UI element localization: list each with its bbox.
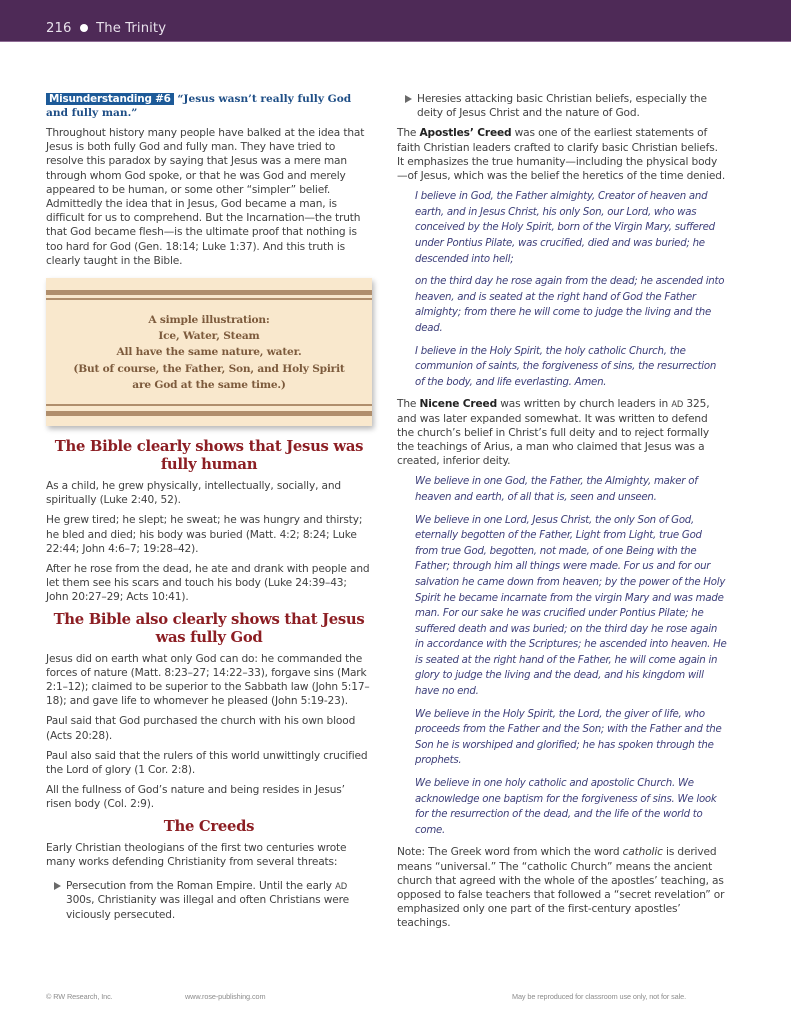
- nicene-intro: [397, 397, 727, 468]
- god-paragraph: Paul also said that the rulers of this world unwittingly crucified the Lord of glory (1 Cor. 2:8).: [46, 749, 368, 777]
- text: 325, and was later expanded somewhat. It was written to defend the church’s belief in Christ’s full deity and to reject formally the teachings of Arius, a man who claimed that Jesus was a created, inferior deity.: [397, 398, 710, 468]
- heading-fully-human: The Bible clearly shows that Jesus was fully human: [54, 438, 364, 474]
- text: The: [397, 127, 417, 140]
- human-paragraph: He grew tired; he slept; he sweat; he was hungry and thirsty; he bled and died; his body was buried (Matt. 4:2; 8:24; Luke 22:44; John 4:6–7; 19:28–42).: [46, 514, 363, 555]
- god-paragraph: Jesus did on earth what only God can do: he commanded the forces of nature (Matt. 8:23–27; 14:22–33), forgave sins (Mark 2:1–12); claimed to be superior to the Sabbath law (John 5:17–18); and gave life to whomever he pleased (John 5:19-23).: [46, 652, 370, 708]
- creeds-intro: Early Christian theologians of the first two centuries wrote many works defending Christianity from several threats:: [46, 841, 347, 868]
- apostles-creed-name: Apostles’ Creed: [419, 127, 512, 140]
- callout-band: [46, 298, 372, 300]
- bullet-text: Heresies attacking basic Christian beliefs, especially the deity of Jesus Christ and the nature of God.: [417, 93, 707, 120]
- era-label: AD: [335, 881, 348, 892]
- heading-fully-god: The Bible also clearly shows that Jesus was fully God: [53, 610, 365, 646]
- right-column: [397, 92, 727, 937]
- text: was written by church leaders in: [500, 398, 669, 411]
- header-bar: [0, 0, 791, 42]
- nicene-creed-text: We believe in one God, the Father, the Almighty, maker of heaven and earth, of all that is, seen and unseen.: [415, 476, 698, 503]
- misunderstanding-heading: [46, 92, 372, 120]
- illustration-callout: [46, 278, 372, 426]
- callout-line: (But of course, the Father, Son, and Holy Spirit: [73, 362, 345, 375]
- catholic-note: [397, 845, 727, 930]
- callout-line: are God at the same time.): [132, 378, 286, 391]
- human-paragraph: As a child, he grew physically, intellectually, socially, and spiritually (Luke 2:40, 52).: [46, 480, 341, 507]
- apostles-creed-text: I believe in the Holy Spirit, the holy catholic Church, the communion of saints, the forgiveness of sins, the resurrection of the body, and life everlasting. Amen.: [415, 345, 717, 388]
- human-paragraph: After he rose from the dead, he ate and drank with people and let them see his scars and touch his body (Luke 24:39–43; John 20:27–29; Acts 10:41).: [46, 563, 370, 604]
- bullet-dot-icon: [80, 24, 88, 32]
- footer-website[interactable]: www.rose-publishing.com: [185, 992, 266, 1001]
- section-title: The Trinity: [96, 21, 167, 36]
- callout-line: A simple illustration:: [148, 314, 270, 327]
- intro-paragraph: Throughout history many people have balked at the idea that Jesus is both fully God and fully man. They have tried to resolve this paradox by saying that Jesus was a mere man through whom God spoke, or that he was God and merely appeared to be human, or some other “simpler” belief. Admittedly the idea that in Jesus, God became a man, is difficult for us to comprehend. But the Incarnation—the truth that God became flesh—is the ultimate proof that nothing is too hard for God (Gen. 18:14; Luke 1:37). And this truth is clearly taught in the Bible.: [46, 127, 365, 267]
- triangle-bullet-icon: [54, 882, 61, 890]
- bullet-text: Persecution from the Roman Empire. Until the early: [66, 880, 332, 893]
- apostles-creed-text: I believe in God, the Father almighty, Creator of heaven and earth, and in Jesus Christ, his only Son, our Lord, who was conceived by the Holy Spirit, born of the Virgin Mary, suffered under Pontius Pilate, was crucified, died and was buried; he descended into hell;: [415, 191, 715, 265]
- callout-band: [46, 411, 372, 416]
- era-label: AD: [671, 399, 684, 410]
- footer-notice: May be reproduced for classroom use only, not for sale.: [512, 992, 687, 1001]
- nicene-creed-text: We believe in one holy catholic and apostolic Church. We acknowledge one baptism for the forgiveness of sins. We look for the resurrection of the dead, and the life of the world to come.: [415, 778, 717, 836]
- callout-line: Ice, Water, Steam: [158, 330, 260, 343]
- page-number: 216: [46, 21, 72, 36]
- running-header: [46, 21, 166, 36]
- text: is derived means “universal.” The “catholic Church” means the ancient church that agreed with the whole of the apostles’ teaching, as opposed to false teachers that followed a “secret revelation” or emphasized only one part of the first-century apostles’ teachings.: [397, 846, 725, 930]
- callout-text: [46, 312, 372, 393]
- misunderstanding-tag: Misunderstanding #6: [46, 93, 174, 105]
- nicene-creed-name: Nicene Creed: [419, 398, 498, 411]
- text: The: [397, 398, 417, 411]
- nicene-creed-text: We believe in one Lord, Jesus Christ, the only Son of God, eternally begotten of the Father, Light from Light, true God from true God, begotten, not made, of one Being with the Father; through him all things were made. For us and for our salvation he came down from heaven; by the power of the Holy Spirit he became incarnate from the virgin Mary and was made man. For our sake he was crucified under Pontius Pilate; he suffered death and was buried; on the third day he rose again in accordance with the Scriptures; he ascended into heaven. He is seated at the right hand of the Father, he will come again in glory to judge the living and the dead, and his kingdom will have no end.: [415, 514, 727, 698]
- nicene-creed-text: We believe in the Holy Spirit, the Lord, the giver of life, who proceeds from the Father and the Son; with the Father and the Son he is worshiped and glorified; he has spoken through the prophets.: [415, 708, 722, 767]
- god-paragraph: All the fullness of God’s nature and being resides in Jesus’ risen body (Col. 2:9).: [46, 784, 345, 811]
- misunderstanding-quote: “Jesus wasn’t really fully God and fully man.”: [46, 93, 352, 119]
- text: Note: The Greek word from which the word: [397, 846, 620, 859]
- left-column: [46, 92, 372, 928]
- callout-band: [46, 290, 372, 295]
- footer-copyright: © RW Research, Inc.: [46, 992, 113, 1001]
- text: was one of the earliest statements of faith Christian leaders crafted to clarify basic Christian beliefs. It emphasizes the true humanity—including the physical body—of Jesus, which was the belief the heretics of the time denied.: [397, 127, 726, 183]
- triangle-bullet-icon: [405, 95, 412, 103]
- threat-bullet: [46, 879, 372, 922]
- bullet-text: 300s, Christianity was illegal and often Christians were viciously persecuted.: [66, 894, 349, 921]
- callout-line: All have the same nature, water.: [116, 346, 302, 359]
- god-paragraph: Paul said that God purchased the church with his own blood (Acts 20:28).: [46, 715, 356, 742]
- italic-word: catholic: [622, 846, 663, 859]
- heading-creeds: The Creeds: [163, 817, 255, 835]
- apostles-intro: [397, 126, 727, 183]
- callout-band: [46, 404, 372, 406]
- threat-bullet: [397, 92, 727, 120]
- apostles-creed-text: on the third day he rose again from the dead; he ascended into heaven, and is seated at the right hand of God the Father almighty; from there he will come to judge the living and the dead.: [415, 276, 725, 334]
